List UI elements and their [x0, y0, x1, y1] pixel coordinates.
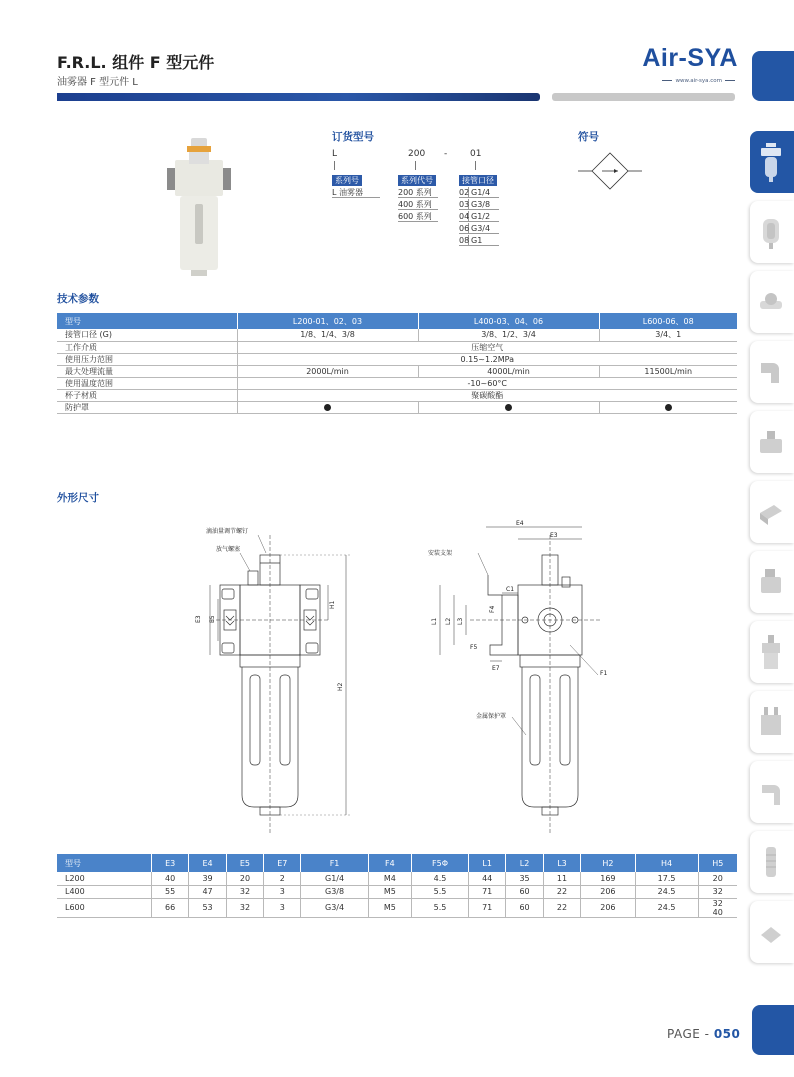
table-cell: 39: [189, 872, 226, 885]
table-cell: 32: [698, 885, 737, 898]
port-size: G3/4: [471, 224, 491, 233]
dim-label-e5: E5: [209, 615, 216, 623]
table-cell: 55: [151, 885, 188, 898]
table-header-row: [57, 313, 737, 329]
table-cell: L400: [57, 885, 151, 898]
dim-label-f5: F5: [470, 644, 478, 651]
table-cell: 35: [506, 872, 543, 885]
table-header: H2: [581, 854, 635, 872]
table-cell: G3/4: [301, 898, 368, 917]
code-port: 01: [470, 149, 482, 159]
table-header: 型号: [57, 313, 237, 329]
dimensions-title: 外形尺寸: [57, 492, 99, 504]
table-cell: 2000L/min: [237, 365, 418, 377]
table-row: [57, 329, 737, 341]
page-subtitle: 油雾器 F 型元件 L: [57, 77, 138, 88]
side-tab-valve[interactable]: [750, 411, 794, 473]
code-tick: [334, 161, 335, 170]
code-tick: [475, 161, 476, 170]
dim-label-h2: H2: [337, 682, 344, 691]
table-cell: 32: [226, 898, 263, 917]
table-cell: [599, 401, 737, 413]
table-header: H5: [698, 854, 737, 872]
dim-label-e4: E4: [516, 520, 524, 527]
table-cell: M5: [368, 898, 411, 917]
table-cell: 60: [506, 898, 543, 917]
callout-bracket: 安装支架: [428, 550, 453, 557]
table-cell: 17.5: [635, 872, 698, 885]
table-row: [57, 353, 737, 365]
table-cell: G1/4: [301, 872, 368, 885]
logo-url: www.air-sya.com: [652, 78, 738, 84]
table-cell: 24.5: [635, 885, 698, 898]
frl-unit-icon: [758, 143, 784, 183]
symbol-title: 符号: [578, 131, 599, 143]
table-cell: L200: [57, 872, 151, 885]
side-tab-fitting[interactable]: [750, 271, 794, 333]
fitting-icon: [758, 283, 784, 323]
table-cell: 3: [264, 898, 301, 917]
order-code-title: 订货型号: [332, 131, 374, 143]
table-header: L200-01、02、03: [237, 313, 418, 329]
table-row: [57, 885, 737, 898]
port-code: 08: [459, 236, 470, 245]
table-cell: 3/8、1/2、3/4: [418, 329, 599, 341]
table-row: [57, 365, 737, 377]
code-dash: -: [444, 149, 448, 159]
elbow-icon: [758, 353, 784, 393]
table-cell: 11: [543, 872, 580, 885]
side-tab-regulator[interactable]: [750, 621, 794, 683]
dim-label-h1: H1: [329, 600, 336, 609]
table-cell: 20: [226, 872, 263, 885]
page-title: F.R.L. 组件 F 型元件: [57, 53, 215, 72]
side-tab-accessory[interactable]: [750, 901, 794, 963]
table-cell: 22: [543, 885, 580, 898]
side-tab-manifold[interactable]: [750, 691, 794, 753]
row-label: 使用温度范围: [57, 377, 237, 389]
table-cell: 11500L/min: [599, 365, 737, 377]
dim-label-f4: F4: [489, 605, 496, 613]
table-cell: -10~60°C: [237, 377, 737, 389]
side-tab-silencer[interactable]: [750, 831, 794, 893]
table-cell: G3/8: [301, 885, 368, 898]
regulator-icon: [758, 633, 784, 673]
code-tick: [415, 161, 416, 170]
table-cell: 22: [543, 898, 580, 917]
row-label: 杯子材质: [57, 389, 237, 401]
dim-label-l2: L2: [445, 617, 452, 625]
page-label: [667, 1027, 740, 1041]
row-label: 使用压力范围: [57, 353, 237, 365]
table-header: 型号: [57, 854, 151, 872]
dim-label-e3: E3: [195, 615, 202, 623]
available-dot-icon: [665, 404, 672, 411]
callout-guard: 金属保护罩: [476, 713, 507, 720]
product-photo: [165, 138, 235, 278]
table-cell: 3: [264, 885, 301, 898]
table-cell: 40: [151, 872, 188, 885]
table-cell: 206: [581, 885, 635, 898]
size-row: 600 系列: [398, 211, 438, 222]
dimension-drawing: [170, 515, 640, 835]
table-cell: [418, 401, 599, 413]
port-code: 03: [459, 200, 470, 209]
valve-icon: [758, 423, 784, 463]
header-bar-grey: [552, 93, 735, 101]
row-label: 最大处理流量: [57, 365, 237, 377]
manifold-icon: [758, 703, 784, 743]
table-cell: 47: [189, 885, 226, 898]
table-cell: 53: [189, 898, 226, 917]
dimension-table: [57, 854, 737, 918]
size-row: 200 系列: [398, 187, 438, 198]
port-size: G3/8: [471, 200, 491, 209]
side-tab-elbow[interactable]: [750, 341, 794, 403]
table-header: L2: [506, 854, 543, 872]
lubricator-symbol: [578, 146, 642, 196]
footer-tab: [752, 1005, 794, 1055]
table-header: L600-06、08: [599, 313, 737, 329]
table-header: L400-03、04、06: [418, 313, 599, 329]
row-label: 接管口径 (G): [57, 329, 237, 341]
series-row: L 油雾器: [332, 187, 380, 198]
table-cell: 71: [468, 885, 505, 898]
table-cell: 压缩空气: [237, 341, 737, 353]
table-cell: 206: [581, 898, 635, 917]
series-tag: 系列号: [332, 175, 362, 186]
table-header: E7: [264, 854, 301, 872]
logo-text: Air-SYA: [642, 44, 738, 72]
page-prefix: PAGE -: [667, 1027, 714, 1041]
port-size: G1/2: [471, 212, 491, 221]
port-row: [459, 199, 499, 210]
side-tab-cylinder[interactable]: [750, 481, 794, 543]
table-row: [57, 377, 737, 389]
side-tab-solenoid[interactable]: [750, 551, 794, 613]
dim-label-e7: E7: [492, 665, 500, 672]
table-cell: 71: [468, 898, 505, 917]
port-row: [459, 223, 499, 234]
port-size: G1/4: [471, 188, 491, 197]
dim-label-e3-side: E3: [550, 532, 558, 539]
tube-icon: [758, 773, 784, 813]
table-cell: M5: [368, 885, 411, 898]
table-header: E5: [226, 854, 263, 872]
table-header: F4: [368, 854, 411, 872]
side-tab-tube[interactable]: [750, 761, 794, 823]
table-cell: 5.5: [412, 885, 469, 898]
table-cell: 聚碳酸酯: [237, 389, 737, 401]
code-size: 200: [408, 149, 426, 159]
table-cell: 32 40: [698, 898, 737, 917]
table-header: H4: [635, 854, 698, 872]
tech-params-title: 技术参数: [57, 293, 99, 305]
row-label: 防护罩: [57, 401, 237, 413]
table-cell: 20: [698, 872, 737, 885]
port-size: G1: [471, 236, 483, 245]
brand-logo: [640, 44, 740, 90]
size-row: 400 系列: [398, 199, 438, 210]
available-dot-icon: [505, 404, 512, 411]
table-header: E3: [151, 854, 188, 872]
table-cell: M4: [368, 872, 411, 885]
port-tag: 接管口径: [459, 175, 497, 186]
table-cell: L600: [57, 898, 151, 917]
size-tag: 系列代号: [398, 175, 436, 186]
side-tab-filter[interactable]: [750, 201, 794, 263]
dim-label-l1: L1: [431, 617, 438, 625]
callout-adjust-screw: 滴油量调节螺钉: [206, 528, 249, 535]
table-header: F1: [301, 854, 368, 872]
corner-tab: [752, 51, 794, 101]
table-row: [57, 341, 737, 353]
port-code: 06: [459, 224, 470, 233]
table-header-row: [57, 854, 737, 872]
header-bar-blue: [57, 93, 540, 101]
table-cell: 169: [581, 872, 635, 885]
tech-params-table: [57, 313, 737, 414]
solenoid-icon: [758, 563, 784, 603]
row-label: 工作介质: [57, 341, 237, 353]
table-header: F5Φ: [412, 854, 469, 872]
table-row: [57, 898, 737, 917]
table-row: [57, 401, 737, 413]
table-cell: 2: [264, 872, 301, 885]
table-cell: 1/8、1/4、3/8: [237, 329, 418, 341]
cylinder-icon: [758, 493, 784, 533]
table-row: [57, 872, 737, 885]
table-cell: 24.5: [635, 898, 698, 917]
table-cell: 5.5: [412, 898, 469, 917]
table-cell: 44: [468, 872, 505, 885]
code-series: L: [332, 149, 338, 159]
table-cell: 4000L/min: [418, 365, 599, 377]
accessory-icon: [758, 913, 784, 953]
table-header: E4: [189, 854, 226, 872]
table-cell: [237, 401, 418, 413]
port-code: 04: [459, 212, 470, 221]
port-row: [459, 235, 499, 246]
table-header: L3: [543, 854, 580, 872]
table-cell: 3/4、1: [599, 329, 737, 341]
table-header: L1: [468, 854, 505, 872]
port-code: 02: [459, 188, 470, 197]
filter-icon: [758, 213, 784, 253]
page-number: 050: [713, 1027, 741, 1041]
table-cell: 0.15~1.2MPa: [237, 353, 737, 365]
port-row: [459, 211, 499, 222]
table-cell: 60: [506, 885, 543, 898]
table-cell: 32: [226, 885, 263, 898]
available-dot-icon: [324, 404, 331, 411]
silencer-icon: [758, 843, 784, 883]
dim-label-l3: L3: [457, 617, 464, 625]
dim-label-c1: C1: [506, 586, 515, 593]
side-tab-frl[interactable]: [750, 131, 794, 193]
dim-label-f1: F1: [600, 670, 608, 677]
callout-vent-plug: 放气螺塞: [216, 546, 241, 553]
table-cell: 66: [151, 898, 188, 917]
table-row: [57, 389, 737, 401]
table-cell: 4.5: [412, 872, 469, 885]
port-row: [459, 187, 499, 198]
